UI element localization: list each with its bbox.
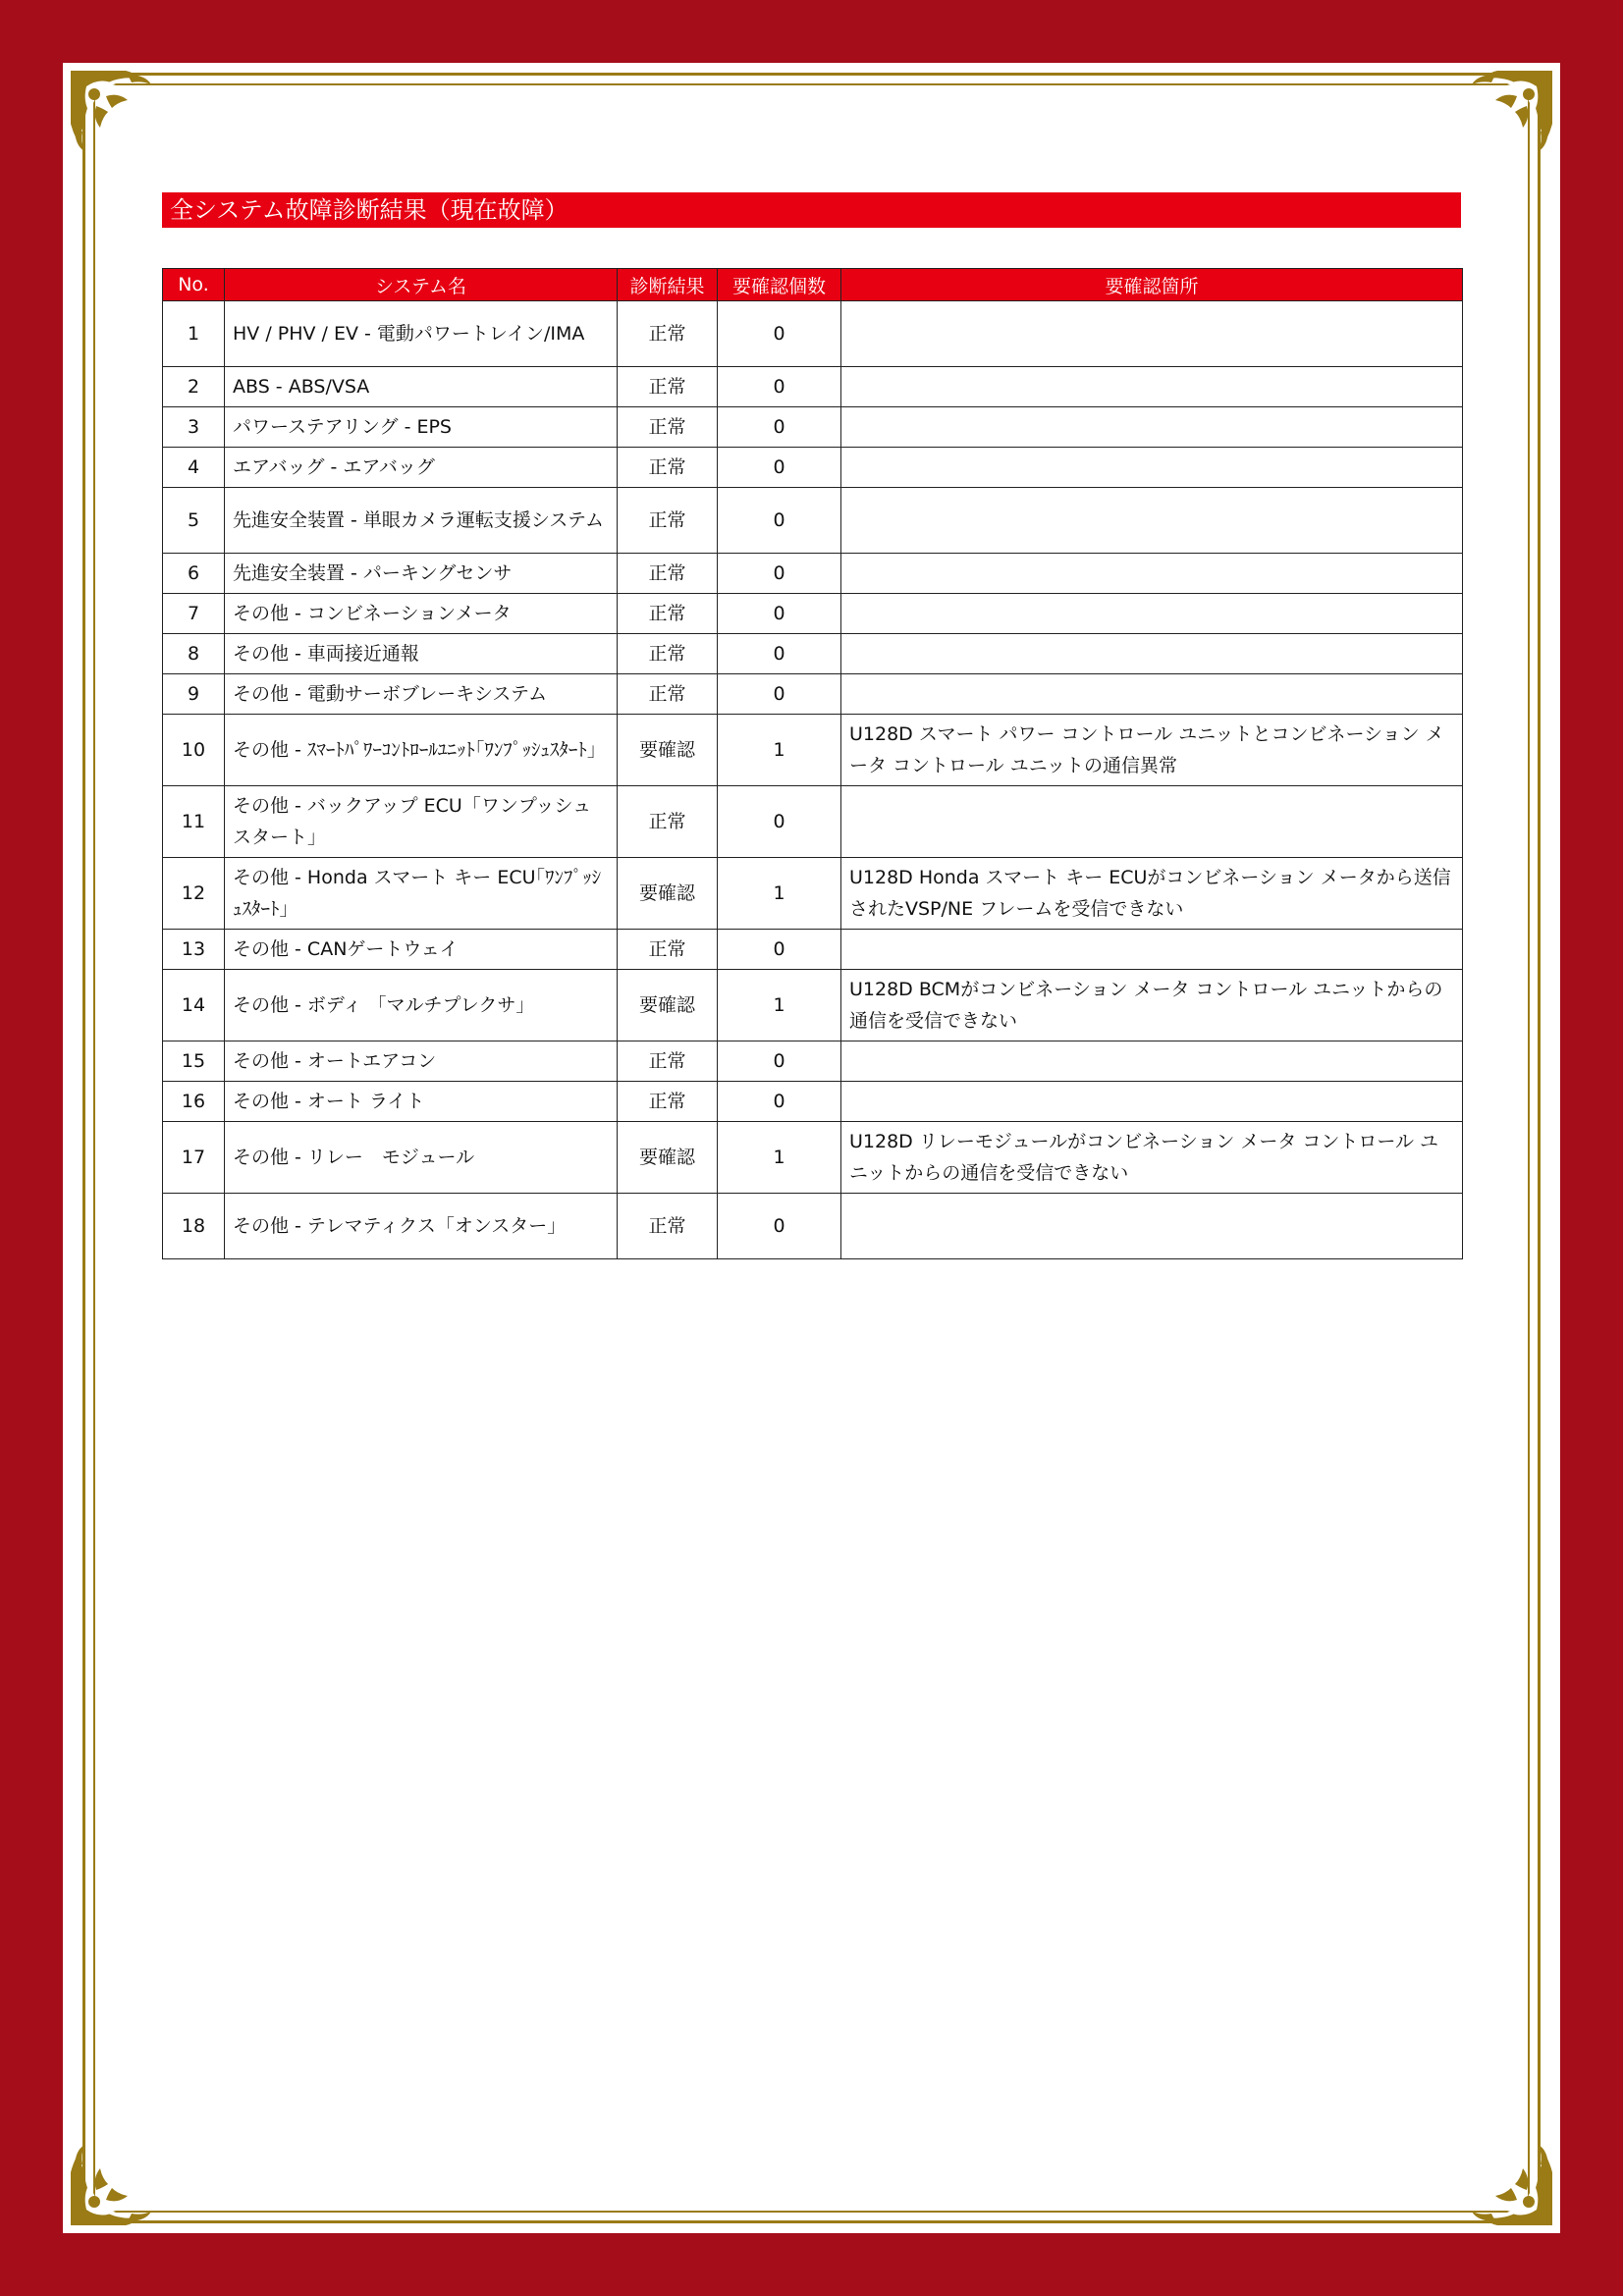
row-system: 先進安全装置 - 単眼カメラ運転支援システム [225,488,618,554]
row-result: 正常 [618,554,718,594]
table-row [163,715,1463,786]
row-no: 12 [163,858,225,930]
row-count: 0 [718,1194,841,1259]
row-system: その他 - 電動サーボブレーキシステム [225,674,618,715]
row-no: 3 [163,407,225,448]
row-detail [841,594,1463,634]
row-count: 0 [718,1041,841,1082]
table-row [163,1082,1463,1122]
row-no: 18 [163,1194,225,1259]
row-no: 2 [163,367,225,407]
header-system: システム名 [225,269,618,301]
row-count: 1 [718,858,841,930]
row-detail [841,1041,1463,1082]
ornament-corner-icon [67,2139,157,2229]
row-count: 0 [718,554,841,594]
row-system: その他 - ｽﾏｰﾄﾊﾟﾜｰｺﾝﾄﾛｰﾙﾕﾆｯﾄ｢ﾜﾝﾌﾟｯｼｭｽﾀｰﾄ｣ [225,715,618,786]
row-result: 正常 [618,786,718,858]
row-result: 正常 [618,407,718,448]
row-system: その他 - バックアップ ECU「ワンプッシュスタート」 [225,786,618,858]
row-no: 13 [163,930,225,970]
row-no: 8 [163,634,225,674]
row-detail: U128D BCMがコンビネーション メータ コントロール ユニットからの通信を受信できない [841,970,1463,1041]
table-row [163,448,1463,488]
row-no: 4 [163,448,225,488]
table-row [163,488,1463,554]
row-system: HV / PHV / EV - 電動パワートレイン/IMA [225,301,618,367]
table-row [163,786,1463,858]
row-no: 7 [163,594,225,634]
table-row [163,301,1463,367]
report-title: 全システム故障診断結果（現在故障） [162,192,1461,228]
report-page [63,63,1560,2233]
header-no: No. [163,269,225,301]
row-system: その他 - コンビネーションメータ [225,594,618,634]
table-row [163,594,1463,634]
row-system: その他 - CANゲートウェイ [225,930,618,970]
table-header-row [163,269,1463,301]
row-result: 正常 [618,488,718,554]
row-system: その他 - ボディ 「マルチプレクサ」 [225,970,618,1041]
row-system: ABS - ABS/VSA [225,367,618,407]
table-row [163,1041,1463,1082]
row-no: 5 [163,488,225,554]
ornament-corner-icon [1466,67,1556,157]
table-row [163,367,1463,407]
ornament-corner-icon [67,67,157,157]
row-count: 0 [718,301,841,367]
row-system: その他 - オート ライト [225,1082,618,1122]
row-count: 0 [718,367,841,407]
row-result: 要確認 [618,858,718,930]
row-detail [841,674,1463,715]
table-row [163,930,1463,970]
row-detail: U128D Honda スマート キー ECUがコンビネーション メータから送信されたVSP/NE フレームを受信できない [841,858,1463,930]
row-count: 1 [718,970,841,1041]
header-detail: 要確認箇所 [841,269,1463,301]
row-count: 0 [718,407,841,448]
row-detail: U128D リレーモジュールがコンビネーション メータ コントロール ユニットからの通信を受信できない [841,1122,1463,1194]
row-no: 6 [163,554,225,594]
row-result: 要確認 [618,1122,718,1194]
row-result: 正常 [618,634,718,674]
table-row [163,858,1463,930]
row-detail [841,786,1463,858]
row-detail [841,367,1463,407]
table-row [163,674,1463,715]
row-detail [841,930,1463,970]
row-no: 1 [163,301,225,367]
row-result: 正常 [618,1194,718,1259]
row-no: 15 [163,1041,225,1082]
row-detail [841,1194,1463,1259]
row-no: 14 [163,970,225,1041]
row-no: 10 [163,715,225,786]
row-system: その他 - 車両接近通報 [225,634,618,674]
row-count: 0 [718,930,841,970]
row-count: 0 [718,594,841,634]
row-result: 正常 [618,594,718,634]
row-count: 0 [718,786,841,858]
row-detail [841,301,1463,367]
row-result: 正常 [618,448,718,488]
row-count: 1 [718,1122,841,1194]
header-result: 診断結果 [618,269,718,301]
row-count: 0 [718,634,841,674]
row-result: 正常 [618,367,718,407]
row-detail [841,1082,1463,1122]
row-detail [841,407,1463,448]
row-system: その他 - リレー モジュール [225,1122,618,1194]
row-no: 17 [163,1122,225,1194]
header-count: 要確認個数 [718,269,841,301]
row-detail [841,554,1463,594]
table-row [163,554,1463,594]
row-detail [841,488,1463,554]
row-system: その他 - オートエアコン [225,1041,618,1082]
row-count: 1 [718,715,841,786]
row-result: 正常 [618,1082,718,1122]
row-count: 0 [718,448,841,488]
row-result: 要確認 [618,715,718,786]
row-detail [841,448,1463,488]
row-count: 0 [718,674,841,715]
table-row [163,970,1463,1041]
row-detail [841,634,1463,674]
row-count: 0 [718,1082,841,1122]
ornament-corner-icon [1466,2139,1556,2229]
row-system: 先進安全装置 - パーキングセンサ [225,554,618,594]
row-system: その他 - テレマティクス「オンスター」 [225,1194,618,1259]
table-row [163,407,1463,448]
diagnosis-table [162,268,1463,1259]
row-result: 正常 [618,301,718,367]
row-result: 要確認 [618,970,718,1041]
row-result: 正常 [618,1041,718,1082]
row-system: パワーステアリング - EPS [225,407,618,448]
row-no: 16 [163,1082,225,1122]
row-detail: U128D スマート パワー コントロール ユニットとコンビネーション メータ コントロール ユニットの通信異常 [841,715,1463,786]
table-row [163,1194,1463,1259]
row-no: 9 [163,674,225,715]
table-row [163,1122,1463,1194]
row-system: エアバッグ - エアバッグ [225,448,618,488]
row-result: 正常 [618,930,718,970]
row-result: 正常 [618,674,718,715]
table-row [163,634,1463,674]
row-count: 0 [718,488,841,554]
row-no: 11 [163,786,225,858]
row-system: その他 - Honda スマート キー ECU｢ﾜﾝﾌﾟｯｼｭｽﾀｰﾄ｣ [225,858,618,930]
